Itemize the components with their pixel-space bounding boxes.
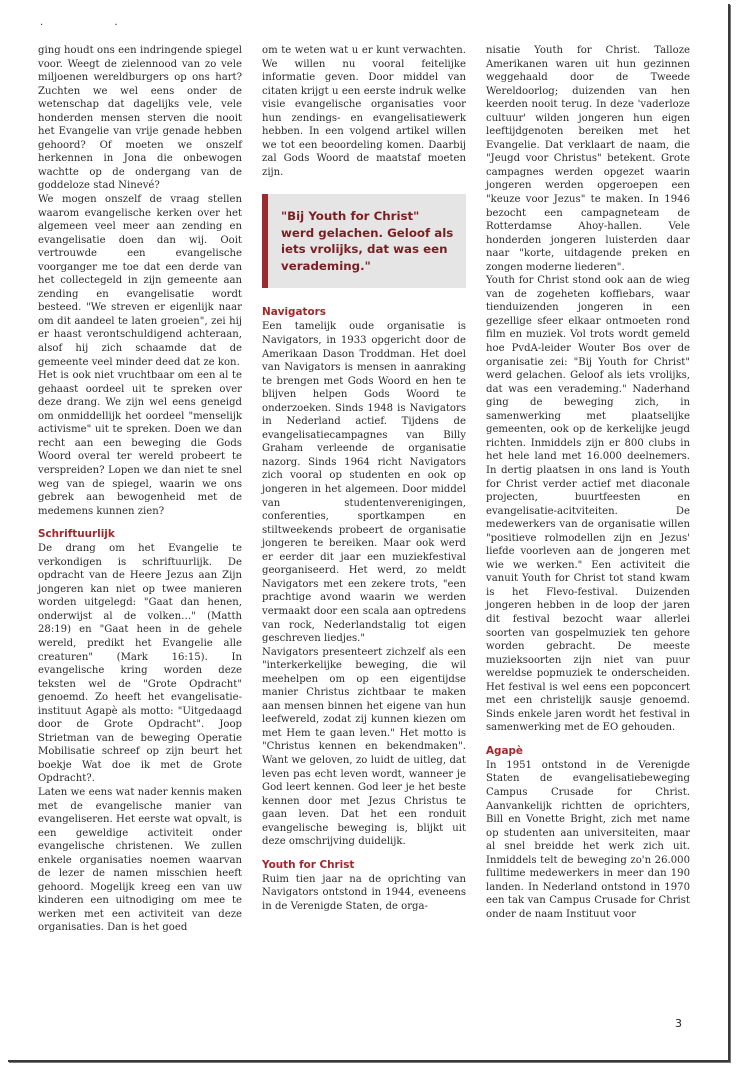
paragraph: om te weten wat u er kunt verwachten. We willen nu vooral feitelijke informatie geven. Door middel van citaten krijgt u een eerste indruk welke visie evangelische organisaties voor hun zendings- en evangelisatiewerk hebben. In een volgend artikel willen we tot een beoordeling komen. Daarbij zal Gods Woord de maatstaf moeten zijn. [262, 45, 466, 178]
paragraph: Het is ook niet vruchtbaar om een al te gehaast oordeel uit te spreken over deze drang. We zijn wel eens geneigd om onmiddellijk het oordeel "menselijk activisme" uit te spreken. Doen we dan recht aan een beweging die Gods Woord overal ter wereld probeert te verspreiden? Lopen we dan niet te snel weg van de spiegel, waarin we ons gebrek aan bewogenheid met de medemens kunnen zien? [38, 370, 242, 517]
paragraph: De drang om het Evangelie te verkondigen is schriftuurlijk. De opdracht van de Heere Jezus aan Zijn jongeren kan niet op twee manieren worden uitgelegd: "Gaat dan henen, onderwijst al de volken…" (Matth 28:19) en "Gaat heen in de gehele wereld, predikt het Evangelie alle creaturen" (Mark 16:15). In evangelische kring worden deze teksten wel de "Grote Opdracht" genoemd. Zo heeft het evangelisatie-instituut Agapè als motto: "Uitgedaagd door de Grote Opdracht". Joop Strietman van de beweging Operatie Mobilisatie schreef op zijn beurt het boekje Wat doe ik met de Grote Opdracht?. [38, 543, 242, 785]
paragraph: ging houdt ons een indringende spiegel voor. Weegt de zielennood van zo vele miljoenen wereldburgers op ons hart? Zuchten we wel eens onder de wetenschap dat dagelijks vele, vele honderden mensen sterven die nooit het Evangelie van vrije genade hebben gehoord? Of moeten we onszelf herkennen in Jona die onbewogen wachtte op de ondergang van de goddeloze stad Ninevé? [38, 45, 242, 192]
page-number: 3 [675, 1017, 682, 1030]
pull-quote-text: "Bij Youth for Christ" werd gelachen. Geloof als iets vrolijks, dat was een verademing." [281, 209, 454, 273]
column-2 [262, 44, 466, 913]
paragraph: nisatie Youth for Christ. Talloze Amerikanen waren uit hun gezinnen weggehaald door de Tweede Wereldoorlog; duizenden van hen keerden nooit terug. In deze 'vaderloze cultuur' wilden jongeren hun eigen leeftijdgenoten bereiken met het Evangelie. Dat verklaart de naam, die "Jeugd voor Christus" betekent. Grote campagnes werden opgezet waarin jongeren werden opgeroepen een "keuze voor Jezus" te maken. In 1946 bezocht een campagneteam de Rotterdamse Ahoy-hallen. Vele honderden jongeren luisterden daar naar "korte, uitdagende preken en zongen moderne liederen". [486, 45, 690, 273]
section-heading-youth-for-christ: Youth for Christ [262, 858, 355, 871]
column-1 [38, 44, 242, 935]
paragraph: We mogen onszelf de vraag stellen waarom evangelische kerken over het algemeen veel meer aan zending en evangelisatie doen dan wij. Ooit vertrouwde een evangelische voorganger me toe dat een derde van het collectegeld in zijn gemeente aan zending en evangelisatie wordt besteed. "We streven er eigenlijk naar om dit aandeel te laten groeien", zei hij er haast verontschuldigend achteraan, alsof hij zich schaamde dat de gemeente veel minder deed dat ze kon. [38, 194, 242, 368]
section-heading-schriftuurlijk: Schriftuurlijk [38, 528, 115, 541]
paragraph: In 1951 ontstond in de Verenigde Staten de evangelisatiebeweging Campus Crusade for Christ. Aanvankelijk richtten de oprichters, Bill en Vonette Bright, zich met name op studenten aan universiteiten, maar al snel breidde het werk zich uit. Inmiddels telt de beweging zo'n 26.000 fulltime medewerkers in meer dan 190 landen. In Nederland ontstond in 1970 een tak van Campus Crusade for Christ onder de naam Instituut voor [486, 759, 690, 920]
scan-marks: · · [40, 20, 152, 31]
section-heading-agape: Agapè [486, 744, 523, 757]
pull-quote [262, 194, 466, 288]
paragraph: Navigators presenteert zichzelf als een "interkerkelijke beweging, die wil meehelpen om op een eigentijdse manier Christus zichtbaar te maken aan mensen binnen het eigene van hun leefwereld, zodat zij kunnen kiezen om met Hem te gaan leven." Het motto is "Christus kennen en bekendmaken". Want we geloven, zo luidt de uitleg, dat leven pas echt leven wordt, wanneer je God leert kennen. God leer je het beste kennen door met Jezus Christus te gaan leven. Dat het een ronduit evangelische beweging is, blijkt uit deze omschrijving duidelijk. [262, 646, 466, 848]
paragraph: Laten we eens wat nader kennis maken met de evangelische manier van evangeliseren. Het eerste wat opvalt, is een geweldige activiteit onder evangelische christenen. We zullen enkele organisaties noemen waarvan de lezer de namen misschien heeft gehoord. Mogelijk kreeg een van uw kinderen een uitnodiging om mee te werken met een activiteit van deze organisaties. Dan is het goed [38, 786, 242, 934]
paragraph: Een tamelijk oude organisatie is Navigators, in 1933 opgericht door de Amerikaan Dason Troddman. Het doel van Navigators is mensen in aanraking te brengen met Gods Woord en hen te blijven helpen Gods Woord te onderzoeken. Sinds 1948 is Navigators in Nederland actief. Tijdens de evangelisatiecampagnes van Billy Graham verleende de organisatie nazorg. Sinds 1964 richt Navigators zich vooral op studenten en ook op jongeren in het algemeen. Door middel van studentenverenigingen, conferenties, sportkampen en stiltweekends probeert de organisatie jongeren te bereiken. Maar ook werd er eerder dit jaar een muziekfestival georganiseerd. Het werd, zo meldt Navigators met een zekere trots, "een prachtige avond waarin we werden vermaakt door een scala aan optredens van rock, Nederlandstalig tot eigen geschreven liedjes." [262, 321, 466, 645]
section-heading-navigators: Navigators [262, 306, 326, 319]
paragraph: Youth for Christ stond ook aan de wieg van de zogeheten koffiebars, waar tienduizenden jongeren in een gezellige sfeer elkaar ontmoeten rond film en muziek. Vol trots wordt gemeld hoe PvdA-leider Wouter Bos over de organisatie zei: "Bij Youth for Christ" werd gelachen. Geloof als iets vrolijks, dat was een verademing." Naderhand ging de beweging zich, in samenwerking met plaatselijke gemeenten, ook op de kerkelijke jeugd richten. Inmiddels zijn er 800 clubs in het hele land met 16.000 deelnemers. In dertig plaatsen in ons land is Youth for Christ verder actief met diaconale projecten, buurtfeesten en evangelisatie-acitviteiten. De medewerkers van de organisatie willen "positieve rolmodellen zijn en Jezus' liefde voorleven aan de jongeren met wie we werken." Een activiteit die vanuit Youth for Christ tot stand kwam is het Flevo-festival. Duizenden jongeren hebben in de loop der jaren dit festival bezocht waar allerlei soorten van gospelmuziek ten gehore worden gebracht. De meeste muzieksoorten zijn niet van puur wereldse popmuziek te onderscheiden. Het festival is wel eens een popconcert met een christelijk sausje genoemd. Sinds enkele jaren wordt het festival in samenwerking met de EO gehouden. [486, 275, 690, 734]
paragraph: Ruim tien jaar na de oprichting van Navigators ontstond in 1944, eveneens in de Verenigde Staten, de orga- [262, 873, 466, 912]
column-3 [486, 44, 690, 921]
document-page [8, 4, 730, 1062]
